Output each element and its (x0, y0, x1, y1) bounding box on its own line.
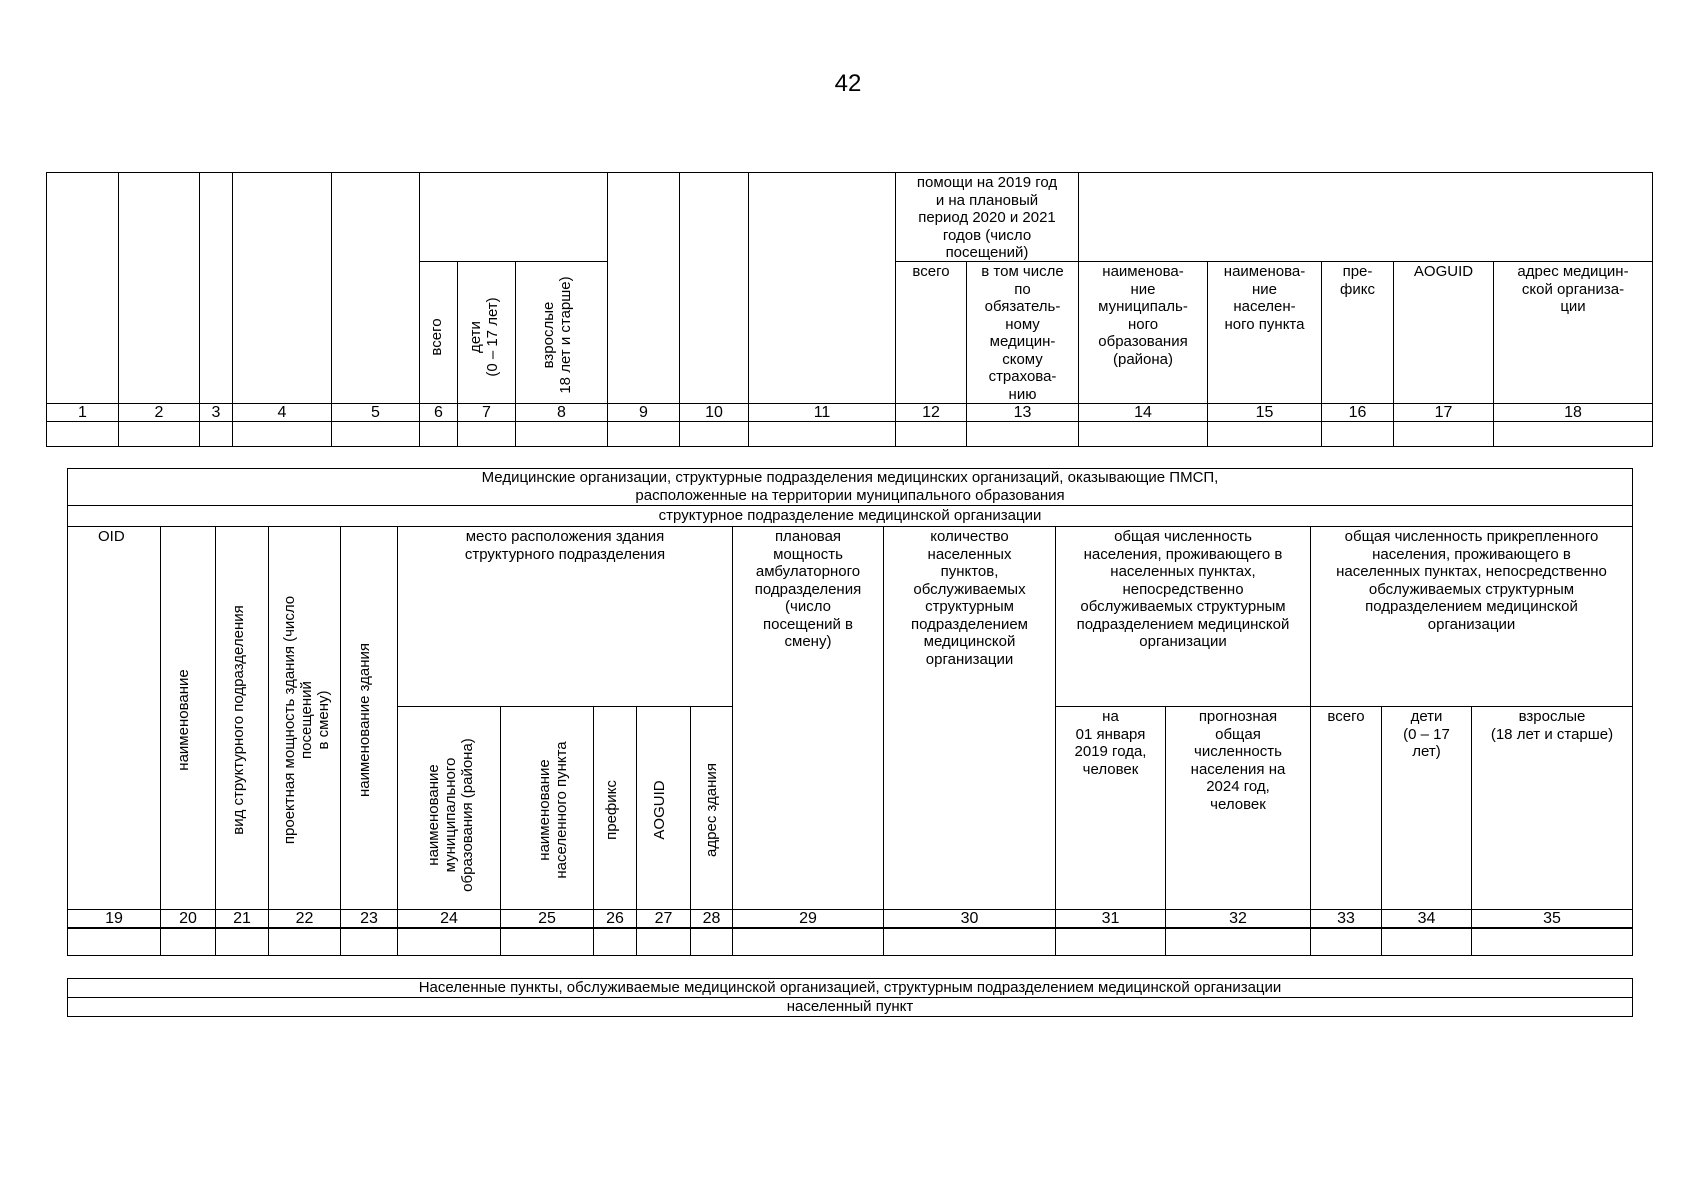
header-col16-prefix: пре- фикс (1340, 263, 1375, 298)
header-building-location: место расположения здания структурного подразделения (464, 528, 666, 563)
col-number-9: 9 (639, 404, 648, 421)
col-number-19: 19 (105, 910, 123, 927)
header-col19-oid: OID (98, 528, 125, 545)
col-number-29: 29 (799, 910, 817, 927)
col-number-28: 28 (702, 910, 721, 927)
header-col23-building-name: наименование здания (356, 642, 373, 798)
header-col18-address: адрес медицин- ской организа- ции (1517, 263, 1629, 315)
header-col14-municipality: наименова- ние муниципаль- ного образования (района) (1098, 263, 1188, 368)
col-number-34: 34 (1417, 910, 1436, 927)
header-col21-unit-type: вид структурного подразделения (230, 605, 247, 835)
col-number-15: 15 (1255, 404, 1274, 421)
col-number-11: 11 (813, 404, 831, 421)
header-col22-design-capacity: проектная мощность здания (число посещений в смену) (281, 595, 332, 845)
col-number-26: 26 (606, 910, 624, 927)
header-col6-total: всего (428, 318, 445, 356)
table2-title: Медицинские организации, структурные подразделения медицинских организаций, оказывающие ПМСП, расположенные на территории муниципального образования (481, 469, 1219, 504)
col-number-30: 30 (960, 910, 979, 927)
header-col30-settlements-count: количество населенных пунктов, обслуживаемых структурным подразделением медицинской организации (911, 528, 1028, 668)
col-number-32: 32 (1229, 910, 1247, 927)
col-number-4: 4 (277, 404, 287, 421)
col-number-33: 33 (1337, 910, 1355, 927)
col-number-1: 1 (78, 404, 87, 421)
col-number-16: 16 (1348, 404, 1367, 421)
header-col27-aoguid: AOGUID (651, 780, 668, 840)
col-number-14: 14 (1134, 404, 1152, 421)
table3-subtitle: населенный пункт (786, 998, 914, 1015)
header-attached-population: общая численность прикрепленного населения, проживающего в населенных пунктах, непосредственно обслуживаемых структурным подразделением медицинской организации (1336, 528, 1607, 633)
col-number-17: 17 (1434, 404, 1453, 421)
header-col35-adults: взрослые (18 лет и старше) (1490, 708, 1614, 743)
header-col20-name: наименование (175, 669, 192, 771)
col-number-22: 22 (295, 910, 314, 927)
header-col7-children: дети (0 – 17 лет) (467, 297, 501, 377)
col-number-35: 35 (1543, 910, 1561, 927)
col-number-10: 10 (705, 404, 723, 421)
table3-title: Населенные пункты, обслуживаемые медицинской организацией, структурным подразделением медицинской организации (418, 979, 1282, 996)
col-number-13: 13 (1013, 404, 1032, 421)
col-number-24: 24 (440, 910, 458, 927)
col-number-2: 2 (154, 404, 164, 421)
col-number-27: 27 (654, 910, 673, 927)
header-col26-prefix: префикс (603, 780, 620, 840)
col-number-31: 31 (1101, 910, 1120, 927)
header-col24-municipality: наименование муниципального образования (района) (425, 738, 476, 892)
header-col17-aoguid: AOGUID (1413, 263, 1474, 280)
header-col32-forecast-2024: прогнозная общая численность населения на 2024 год, человек (1190, 708, 1286, 813)
col-number-6: 6 (434, 404, 443, 421)
header-total-population: общая численность населения, проживающего в населенных пунктах, непосредственно обслуживаемых структурным подразделением медицинской организации (1076, 528, 1290, 650)
col-number-8: 8 (557, 404, 566, 421)
col-number-25: 25 (538, 910, 556, 927)
header-col29-planned-capacity: плановая мощность амбулаторного подразделения (число посещений в смену) (754, 528, 862, 650)
header-col33-total: всего (1327, 708, 1365, 725)
col-number-18: 18 (1564, 404, 1582, 421)
col-number-3: 3 (211, 404, 221, 421)
header-col34-children: дети (0 – 17 лет) (1403, 708, 1450, 760)
header-col8-adults: взрослые 18 лет и старше) (540, 276, 574, 394)
col-number-21: 21 (233, 910, 251, 927)
col-number-23: 23 (360, 910, 378, 927)
header-col15-settlement: наименова- ние населен- ного пункта (1223, 263, 1306, 333)
col-number-20: 20 (179, 910, 197, 927)
header-planned-visits-fragment: помощи на 2019 год и на плановый период 2020 и 2021 годов (число посещений) (916, 174, 1058, 260)
col-number-7: 7 (482, 404, 491, 421)
page-number: 42 (834, 70, 862, 97)
col-number-5: 5 (371, 404, 380, 421)
table2-subtitle: структурное подразделение медицинской организации (658, 507, 1042, 524)
header-col28-building-address: адрес здания (703, 763, 720, 857)
col-number-12: 12 (922, 404, 940, 421)
header-col12-total: всего (912, 263, 950, 280)
header-col25-settlement: наименование населенного пункта (536, 741, 570, 879)
header-col13-oms: в том числе по обязатель- ному медицин- скому страхова- нию (981, 263, 1064, 403)
header-col31-jan-2019: на 01 января 2019 года, человек (1074, 708, 1147, 778)
